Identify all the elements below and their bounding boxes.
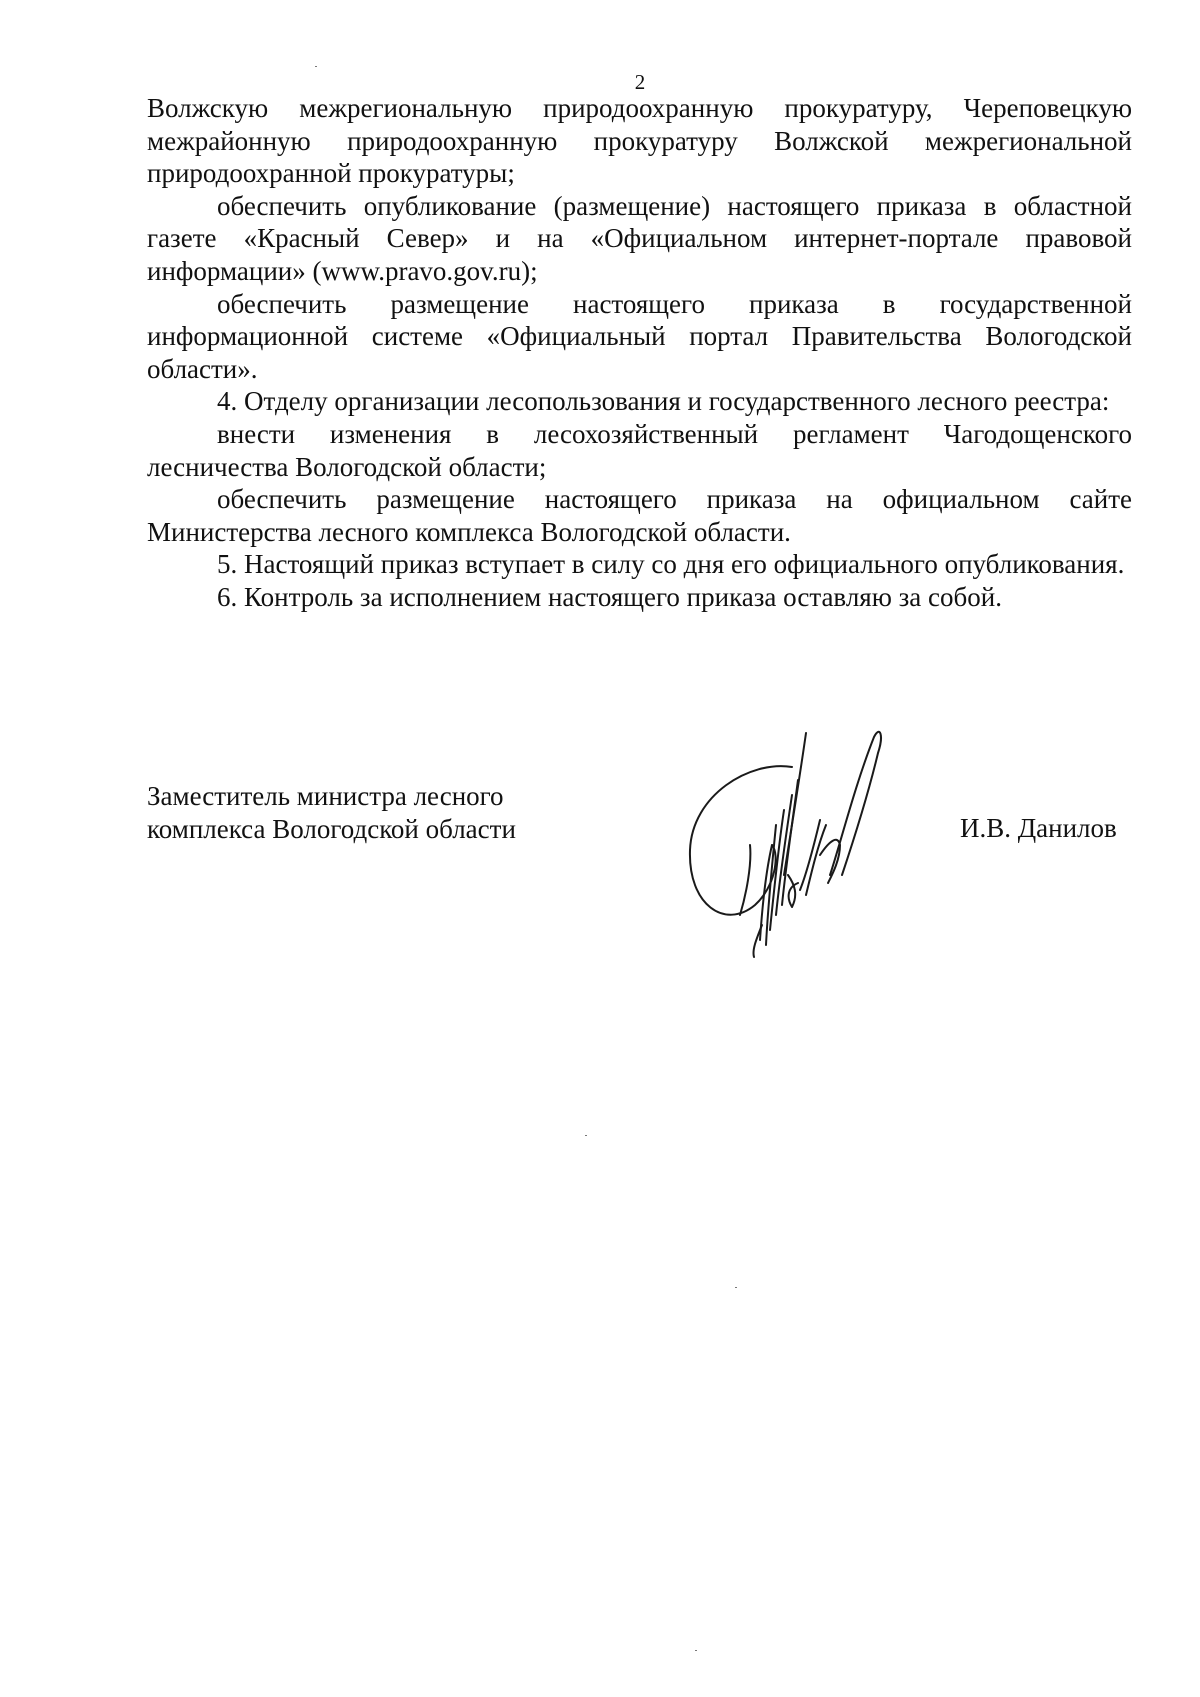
page-number: 2 [634,70,646,94]
scan-speck [315,66,317,67]
paragraph-item-4: 4. Отделу организации лесопользования и государственного лесного реестра: [217,386,1110,417]
handwritten-signature [680,725,910,965]
scan-speck [585,1135,587,1136]
signer-position-line-1: Заместитель министра лесного [147,781,504,811]
paragraph-item-5: 5. Настоящий приказ вступает в силу со дня его официального опубликования. [217,549,1125,580]
paragraph-publication: обеспечить опубликование (размещение) настоящего приказа в областной газете «Красный Север» и на «Официальном интернет-портале правовой информации» (www.pravo.gov.ru); [147,190,1132,286]
document-body [147,92,1132,614]
paragraph-gov-portal: обеспечить размещение настоящего приказа в государственной информационной системе «Официальный портал Правительства Вологодской области». [147,288,1132,384]
signer-position [147,780,516,846]
signer-position-line-2: комплекса Вологодской области [147,814,516,844]
paragraph-prosecutor-list: Волжскую межрегиональную природоохранную прокуратуру, Череповецкую межрайонную природоохранную прокуратуру Волжской межрегиональной природоохранной прокуратуры; [147,93,1132,189]
paragraph-ministry-site: обеспечить размещение настоящего приказа на официальном сайте Министерства лесного комплекса Вологодской области. [147,484,1132,547]
scan-speck [735,1287,737,1288]
signer-name: И.В. Данилов [960,813,1117,843]
scan-speck [695,1650,697,1651]
paragraph-regulation-changes: внести изменения в лесохозяйственный регламент Чагодощенского лесничества Вологодской области; [147,418,1132,482]
paragraph-item-6: 6. Контроль за исполнением настоящего приказа оставляю за собой. [217,581,1002,612]
